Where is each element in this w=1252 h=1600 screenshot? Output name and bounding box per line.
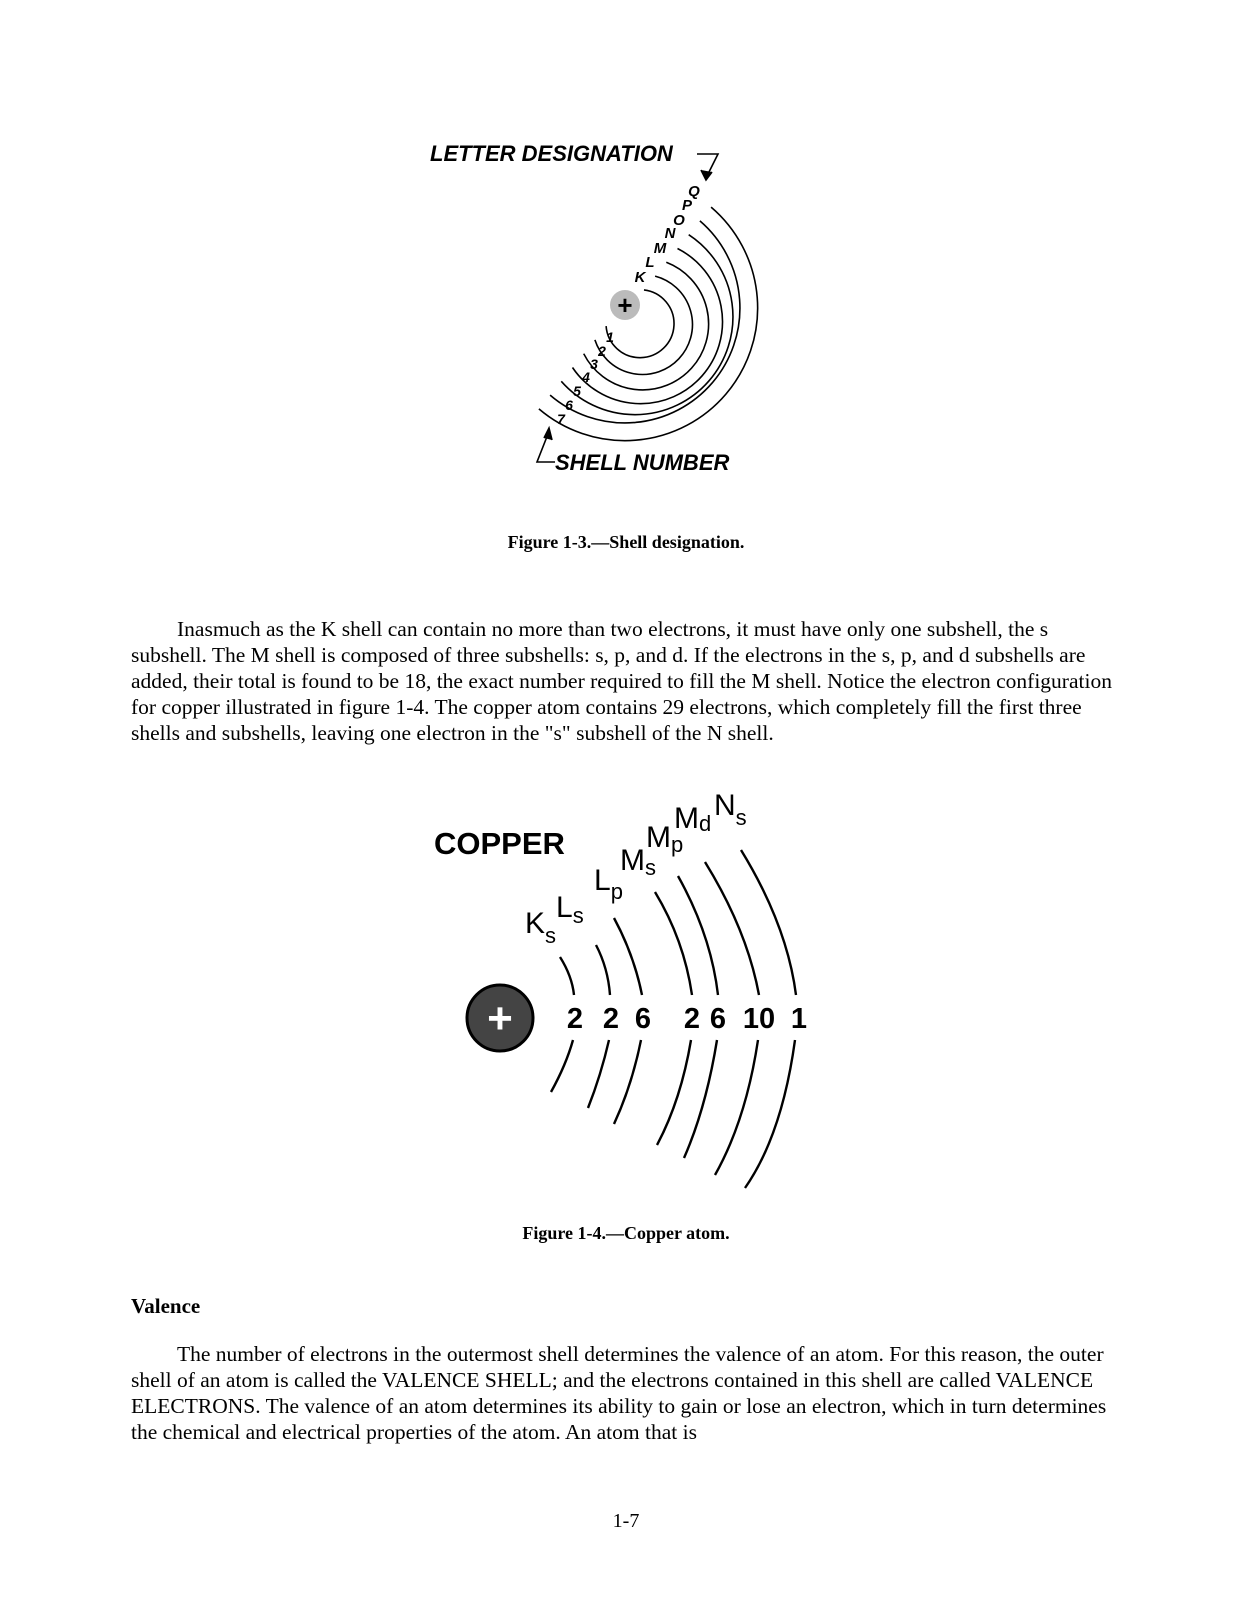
shell-number-3: 3: [590, 356, 598, 372]
figure-1-4-caption: Figure 1-4.—Copper atom.: [522, 1223, 730, 1243]
letter-arrowhead: [701, 170, 712, 180]
letter-m: M: [653, 240, 667, 257]
shell-number-5: 5: [573, 383, 581, 399]
shell-number-4: 4: [582, 369, 590, 385]
label-l-p: $L_p$: [594, 864, 623, 904]
letter-k: K: [634, 269, 646, 286]
shell-number-2: 2: [598, 343, 606, 359]
count-m-p: 6: [709, 1003, 727, 1035]
page-number: 1-7: [612, 1510, 640, 1532]
count-l-p: 6: [634, 1003, 652, 1035]
paragraph-valence: The number of electrons in the outermost shell determines the valence of an atom. For this reason, the outer shell of an atom is called the VALENCE SHELL; and the electrons contained in this shell are called VALENCE ELECTRONS. The valence of an atom determines its ability to gain or lose an electron, which in turn determines the chemical and electrical properties of the atom. An atom that is: [131, 1342, 1107, 1444]
label-m-s: Ms: [620, 844, 656, 880]
copper-nucleus-plus: +: [487, 994, 513, 1043]
nucleus-plus: +: [617, 290, 633, 320]
shell-number-label: SHELL NUMBER: [555, 450, 730, 475]
label-k-s: $K_s$: [525, 907, 557, 948]
count-m-d: 10: [742, 1003, 776, 1035]
letter-p: P: [681, 197, 693, 214]
copper-title: COPPER: [434, 826, 565, 861]
count-n-s: 1: [790, 1003, 808, 1035]
label-l-s: $L_s$: [556, 891, 584, 928]
shell-number-7: 7: [557, 411, 565, 427]
letter-designation-label: LETTER DESIGNATION: [430, 141, 673, 166]
figure-shell-designation: [0, 130, 1252, 490]
shell-number-arrowhead: [544, 428, 552, 440]
letter-o: O: [673, 212, 685, 229]
count-m-s: 2: [683, 1003, 701, 1035]
shell-number-6: 6: [565, 397, 573, 413]
letter-q: Q: [688, 183, 700, 200]
section-heading-valence: Valence: [131, 1294, 201, 1318]
letter-l: L: [645, 254, 655, 271]
count-l-s: 2: [602, 1003, 620, 1035]
count-k-s: 2: [566, 1003, 584, 1035]
label-m-p: Mp: [646, 821, 684, 857]
figure-copper-atom: [0, 790, 1252, 1200]
letter-n: N: [664, 225, 676, 242]
figure-1-3-caption: Figure 1-3.—Shell designation.: [507, 532, 745, 552]
label-n-s: $N_s$: [714, 790, 747, 830]
shell-number-1: 1: [606, 329, 614, 345]
label-m-d: Md: [674, 802, 712, 836]
paragraph-subshells: Inasmuch as the K shell can contain no more than two electrons, it must have only one subshell, the s subshell. The M shell is composed of three subshells: s, p, and d. If the electrons in the s, p, and d subshells are added, their total is found to be 18, the exact number required to fill the M shell. Notice the electron configuration for copper illustrated in figure 1-4. The copper atom contains 29 electrons, which completely fill the first three shells and subshells, leaving one electron in the "s" subshell of the N shell.: [131, 617, 1112, 745]
